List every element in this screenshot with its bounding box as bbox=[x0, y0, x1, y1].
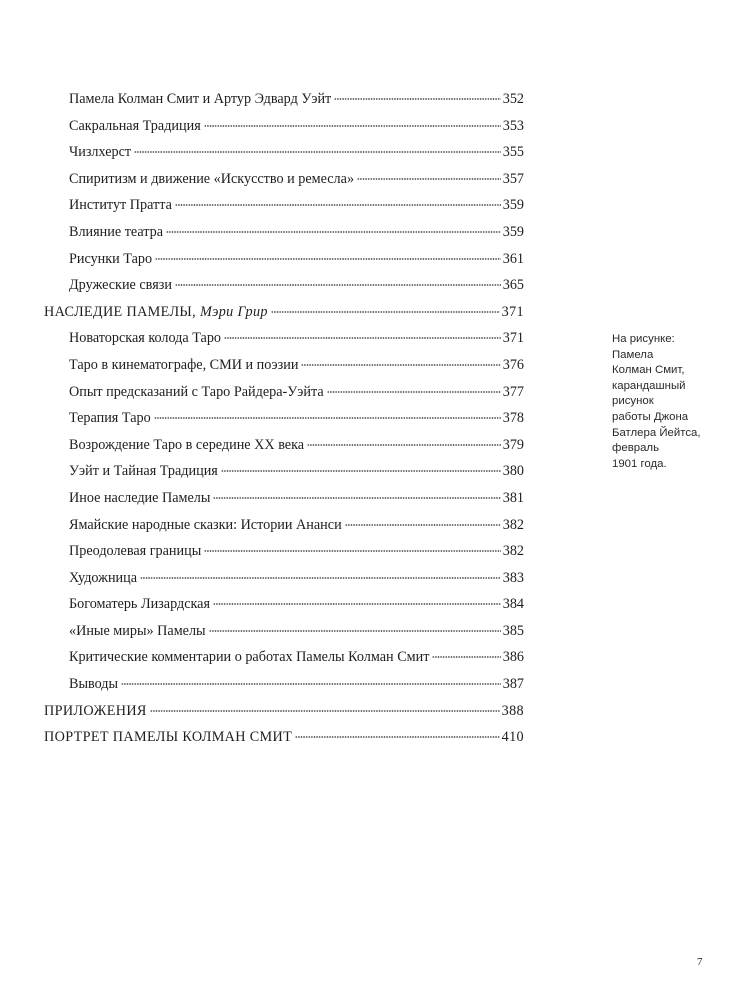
toc-entry-title-text: Богоматерь Лизардская bbox=[69, 596, 210, 613]
toc-entry-title bbox=[44, 724, 293, 751]
toc-entry-page: 371 bbox=[501, 303, 524, 320]
toc-entry bbox=[44, 485, 524, 512]
dot-leader bbox=[175, 204, 501, 206]
toc-entry-title-text: Ямайские народные сказки: Истории Ананси bbox=[69, 516, 342, 533]
dot-leader bbox=[155, 258, 501, 260]
caption-line: карандашный bbox=[612, 379, 686, 392]
toc-entry-page: 387 bbox=[502, 676, 524, 693]
toc-entry-title-text: Уэйт и Тайная Традиция bbox=[69, 463, 218, 480]
toc-entry-page: 378 bbox=[502, 410, 524, 427]
dot-leader bbox=[134, 151, 501, 153]
toc-entry-page: 357 bbox=[502, 170, 524, 187]
dot-leader bbox=[271, 311, 500, 313]
toc-entry-title bbox=[44, 698, 148, 725]
caption-line: 1901 года. bbox=[612, 457, 667, 470]
toc-entry-title-text: Чизлхерст bbox=[69, 144, 132, 161]
toc-entry bbox=[44, 379, 524, 406]
toc-entry-title-text: НАСЛЕДИЕ ПАМЕЛЫ, bbox=[44, 303, 197, 320]
dot-leader bbox=[209, 630, 501, 632]
dot-leader bbox=[140, 577, 501, 579]
dot-leader bbox=[221, 470, 501, 472]
toc-entry-page: 380 bbox=[502, 463, 524, 480]
toc-entry bbox=[44, 512, 524, 539]
toc-entry-page: 365 bbox=[502, 277, 524, 294]
toc-entry-title bbox=[69, 246, 153, 273]
page-number: 7 bbox=[697, 956, 703, 968]
dot-leader bbox=[357, 178, 501, 180]
toc-entry-title bbox=[69, 644, 430, 671]
toc-entry-page: 383 bbox=[502, 569, 524, 586]
toc-entry-title bbox=[69, 86, 332, 113]
toc-entry bbox=[44, 538, 524, 565]
dot-leader bbox=[154, 417, 501, 419]
dot-leader bbox=[224, 337, 501, 339]
toc-entry-author: Мэри Грир bbox=[199, 303, 268, 320]
toc-section-entry bbox=[44, 724, 524, 751]
toc-entry-title-text: Таро в кинематографе, СМИ и поэзии bbox=[69, 356, 299, 373]
toc-entry bbox=[44, 565, 524, 592]
toc-entry bbox=[44, 591, 524, 618]
toc-entry bbox=[44, 139, 524, 166]
toc-entry-title bbox=[44, 299, 269, 326]
toc-entry-title-text: Дружеские связи bbox=[69, 277, 172, 294]
toc-entry-page: 359 bbox=[502, 223, 524, 240]
toc-entry-page: 376 bbox=[502, 356, 524, 373]
toc-entry-title-text: Выводы bbox=[69, 676, 119, 693]
toc-entry-page: 382 bbox=[502, 543, 524, 560]
toc-entry-title bbox=[69, 565, 138, 592]
toc-entry-page: 410 bbox=[501, 729, 524, 746]
toc-entry-title-text: Терапия Таро bbox=[69, 410, 151, 427]
toc-entry bbox=[44, 219, 524, 246]
toc-entry-title bbox=[69, 618, 207, 645]
toc-entry-title-text: Художница bbox=[69, 569, 138, 586]
toc-entry-title-text: Памела Колман Смит и Артур Эдвард Уэйт bbox=[69, 91, 332, 107]
toc-entry-title-text: Возрождение Таро в середине ХХ века bbox=[69, 436, 305, 453]
toc-entry-title-text: «Иные миры» Памелы bbox=[69, 622, 206, 639]
caption-line: Батлера Йейтса, bbox=[612, 426, 701, 439]
toc-entry bbox=[44, 618, 524, 645]
toc-entry-title-text: Критические комментарии о работах Памелы Колман Смит bbox=[69, 649, 430, 666]
toc-entry-page: 385 bbox=[502, 622, 524, 639]
toc-entry bbox=[44, 246, 524, 273]
toc-entry bbox=[44, 113, 524, 140]
toc-entry-title-text: Иное наследие Памелы bbox=[69, 489, 211, 506]
toc-entry-title bbox=[69, 671, 119, 698]
dot-leader bbox=[334, 98, 500, 100]
toc-entry-page: 377 bbox=[502, 383, 524, 400]
toc-entry-title-text: ПРИЛОЖЕНИЯ bbox=[44, 702, 147, 719]
dot-leader bbox=[166, 231, 501, 233]
toc-entry-title bbox=[69, 485, 211, 512]
caption-line: На рисунке: bbox=[612, 333, 675, 345]
toc-entry-title bbox=[69, 113, 202, 140]
dot-leader bbox=[213, 603, 501, 605]
toc-entry bbox=[44, 272, 524, 299]
toc-entry-page: 353 bbox=[502, 117, 524, 134]
caption-line: Памела bbox=[612, 348, 654, 361]
caption-line: рисунок bbox=[612, 395, 654, 408]
toc-entry-title-text: Опыт предсказаний с Таро Райдера-Уэйта bbox=[69, 383, 324, 400]
toc-entry-title-text: Сакральная Традиция bbox=[69, 117, 201, 134]
dot-leader bbox=[121, 683, 501, 685]
toc-entry-title bbox=[69, 538, 202, 565]
toc-entry-title-text: Влияние театра bbox=[69, 223, 164, 240]
toc-entry-title bbox=[69, 379, 325, 406]
dot-leader bbox=[204, 550, 500, 552]
toc-entry bbox=[44, 166, 524, 193]
toc-entry bbox=[44, 432, 524, 459]
toc-entry bbox=[44, 458, 524, 485]
toc-entry-title bbox=[69, 432, 305, 459]
caption-line: работы Джона bbox=[612, 410, 689, 423]
toc-entry-page: 352 bbox=[502, 91, 524, 107]
toc-entry-title-text: Институт Пратта bbox=[69, 197, 172, 214]
toc-entry-title bbox=[69, 139, 132, 166]
caption-line: февраль bbox=[612, 442, 660, 455]
toc-entry bbox=[44, 644, 524, 671]
table-of-contents bbox=[44, 86, 524, 751]
dot-leader bbox=[150, 710, 500, 712]
toc-section-entry bbox=[44, 698, 524, 725]
toc-entry-page: 371 bbox=[502, 330, 524, 347]
dot-leader bbox=[175, 284, 501, 286]
toc-entry bbox=[44, 671, 524, 698]
toc-entry-title-text: Преодолевая границы bbox=[69, 543, 202, 560]
toc-entry bbox=[44, 352, 524, 379]
toc-entry-title bbox=[69, 458, 219, 485]
dot-leader bbox=[295, 736, 500, 738]
toc-entry bbox=[44, 405, 524, 432]
toc-entry-page: 359 bbox=[502, 197, 524, 214]
toc-entry-page: 379 bbox=[502, 436, 524, 453]
toc-entry-title bbox=[69, 272, 173, 299]
toc-entry-page: 388 bbox=[501, 702, 524, 719]
dot-leader bbox=[307, 444, 501, 446]
toc-entry-title-text: ПОРТРЕТ ПАМЕЛЫ КОЛМАН СМИТ bbox=[44, 729, 293, 746]
toc-entry-page: 382 bbox=[502, 516, 524, 533]
toc-entry-title bbox=[69, 219, 164, 246]
dot-leader bbox=[327, 391, 501, 393]
toc-section-entry bbox=[44, 299, 524, 326]
toc-entry bbox=[44, 192, 524, 219]
toc-entry-page: 361 bbox=[502, 250, 524, 267]
dot-leader bbox=[345, 524, 501, 526]
dot-leader bbox=[432, 656, 500, 658]
toc-entry-title bbox=[69, 352, 299, 379]
toc-entry-page: 384 bbox=[502, 596, 524, 613]
dot-leader bbox=[213, 497, 500, 499]
toc-entry-title bbox=[69, 325, 222, 352]
caption-line: Колман Смит, bbox=[612, 364, 685, 377]
toc-entry-title bbox=[69, 166, 355, 193]
dot-leader bbox=[301, 364, 500, 366]
toc-entry-page: 386 bbox=[502, 649, 524, 666]
illustration-caption bbox=[612, 332, 722, 472]
toc-entry-title bbox=[69, 591, 211, 618]
dot-leader bbox=[204, 125, 501, 127]
toc-entry-title bbox=[69, 512, 343, 539]
toc-entry-title-text: Новаторская колода Таро bbox=[69, 330, 222, 347]
toc-entry-title-text: Спиритизм и движение «Искусство и ремесла» bbox=[69, 170, 355, 187]
toc-entry-title bbox=[69, 405, 152, 432]
toc-entry-page: 355 bbox=[502, 144, 524, 161]
toc-entry-title-text: Рисунки Таро bbox=[69, 250, 153, 267]
toc-entry-title bbox=[69, 192, 173, 219]
toc-entry bbox=[44, 325, 524, 352]
toc-entry bbox=[44, 86, 524, 113]
toc-entry-page: 381 bbox=[502, 489, 524, 506]
